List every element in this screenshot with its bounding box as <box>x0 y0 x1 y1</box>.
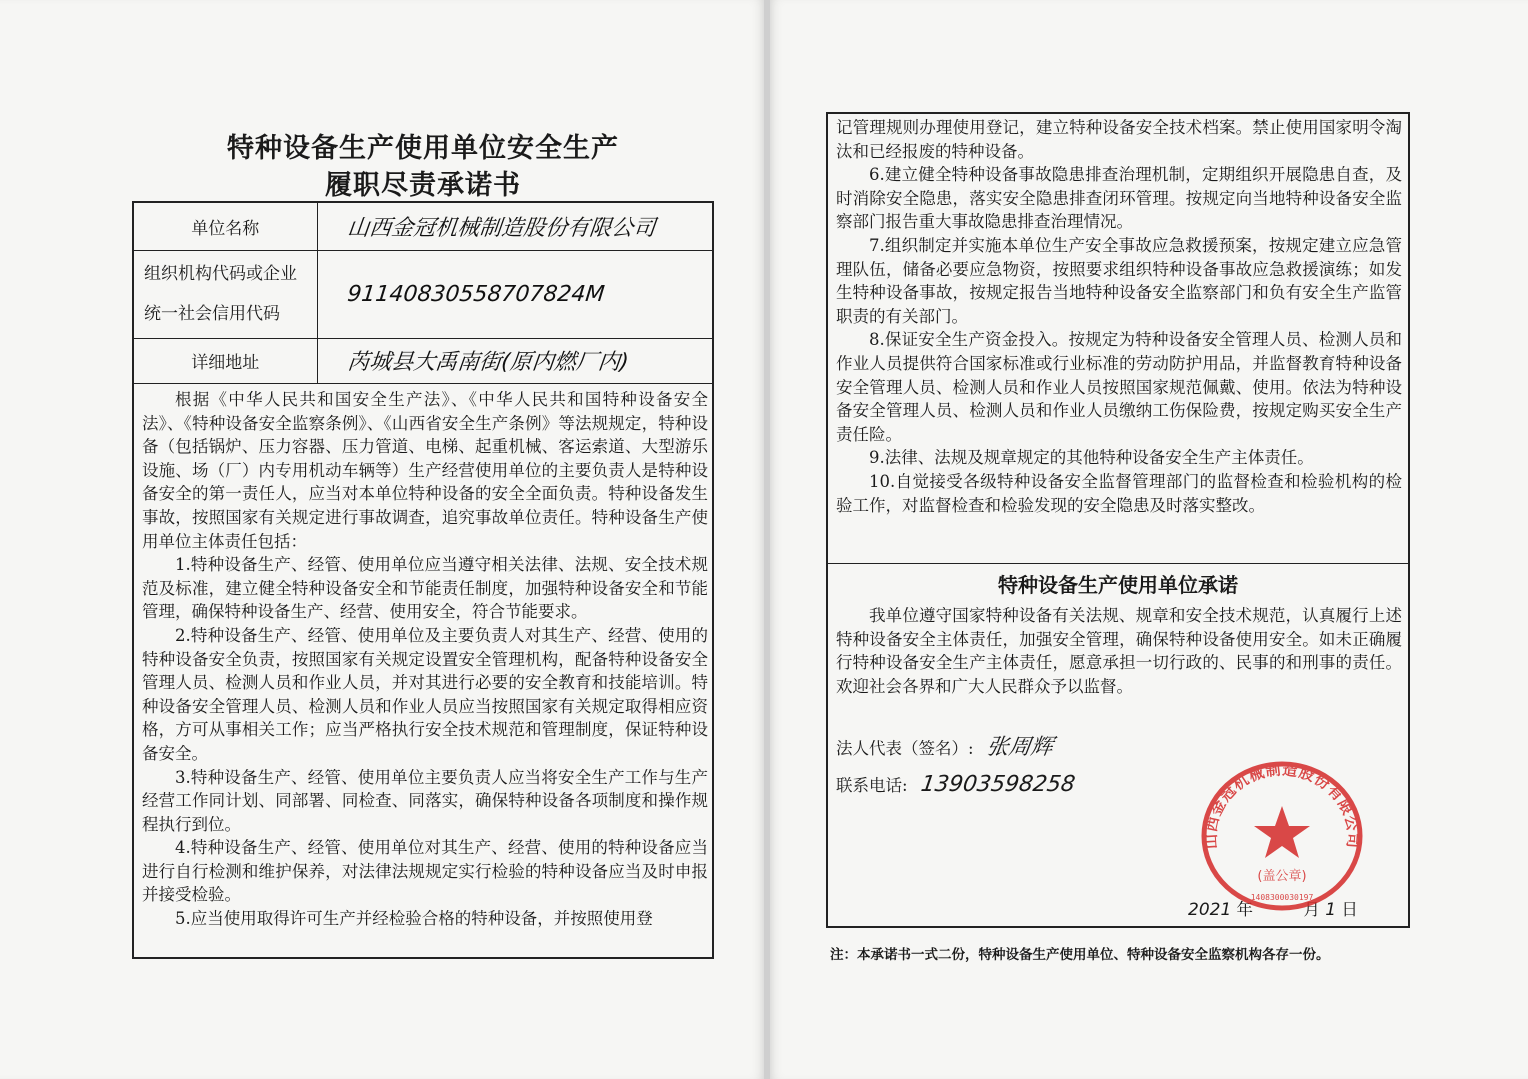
table-row <box>134 250 712 338</box>
responsibility-item-2: 2.特种设备生产、经管、使用单位及主要负责人对其生产、经营、使用的特种设备安全负责，按照国家有关规定设置安全管理机构，配备特种设备安全管理人员、检测人员和作业人员，并对其进行必要的安全教育和技能培训。特种设备安全管理人员、检测人员和作业人员应当按照国家有关规定取得相应资格，方可从事相关工作；应当严格执行安全技术规范和管理制度，保证特种设备安全。 <box>142 625 708 763</box>
pledge-title: 特种设备生产使用单位承诺 <box>998 573 1238 597</box>
table-row <box>134 203 712 250</box>
unit-name-value: 山西金冠机械制造股份有限公司 <box>315 203 715 250</box>
pledge-paragraph: 我单位遵守国家特种设备有关法规、规章和安全技术规范，认真履行上述特种设备安全主体责任，加强安全管理，确保特种设备使用安全。如未正确履行特种设备安全生产主体责任，愿意承担一切行政的、民事的和刑事的责任。欢迎社会各界和广大人民群众予以监督。 <box>836 606 1402 696</box>
phone-value: 13903598258 <box>919 772 1077 797</box>
unit-info-table <box>134 203 712 384</box>
credit-code-label-line2: 统一社会信用代码 <box>144 304 280 324</box>
responsibility-item-5-start: 5.应当使用取得许可生产并经检验合格的特种设备，并按照使用登 <box>175 909 653 929</box>
phone-label: 联系电话: <box>836 776 908 795</box>
date-month-suffix: 月 <box>1303 900 1321 919</box>
responsibility-text-right <box>836 116 1402 517</box>
address-label: 详细地址 <box>134 338 317 383</box>
responsibility-item-4: 4.特种设备生产、经管、使用单位对其生产、经营、使用的特种设备应当进行自行检测和维护保养，对法律法规规定实行检验的特种设备应当及时申报并接受检验。 <box>142 838 708 905</box>
table-row <box>134 338 712 383</box>
date-year: 2021 <box>1188 900 1232 920</box>
responsibility-item-9: 9.法律、法规及规章规定的其他特种设备安全生产主体责任。 <box>869 448 1314 468</box>
date-day-suffix: 日 <box>1341 900 1358 919</box>
legal-rep-signature: 张周辉 <box>984 735 1055 760</box>
footnote: 注：本承诺书一式二份，特种设备生产使用单位、特种设备安全监察机构各存一份。 <box>830 947 1330 963</box>
company-seal <box>1196 756 1368 916</box>
responsibility-item-7: 7.组织制定并实施本单位生产安全事故应急救援预案，按规定建立应急管理队伍，储备必要应急物资，按照要求组织特种设备事故应急救援演练；如发生特种设备事故，按规定报告当地特种设备安全监察部门和负有安全生产监管职责的有关部门。 <box>836 235 1402 326</box>
responsibility-item-3: 3.特种设备生产、经管、使用单位主要负责人应当将安全生产工作与生产经营工作同计划、同部署、同检查、同落实，确保特种设备各项制度和操作规程执行到位。 <box>142 767 708 834</box>
responsibility-item-8: 8.保证安全生产资金投入。按规定为特种设备安全管理人员、检测人员和作业人员提供符合国家标准或行业标准的劳动防护用品，并监督教育特种设备安全管理人员、检测人员和作业人员按照国家规范佩戴、使用。依法为特种设备安全管理人员、检测人员和作业人员缴纳工伤保险费，按规定购买安全生产责任险。 <box>836 330 1402 444</box>
pledge-text <box>836 604 1402 698</box>
responsibility-item-5-cont: 记管理规则办理使用登记，建立特种设备安全技术档案。禁止使用国家明令淘汰和已经报废的特种设备。 <box>836 118 1402 161</box>
responsibility-item-1: 1.特种设备生产、经管、使用单位应当遵守相关法律、法规、安全技术规范及标准，建立健全特种设备安全和节能责任制度，加强特种设备安全和节能管理，确保特种设备生产、经营、使用安全，符合节能要求。 <box>142 555 708 622</box>
credit-code-value: 91140830558707824M <box>312 250 716 338</box>
address-value: 芮城县大禹南街(原内燃厂内) <box>315 338 715 383</box>
seal-number: 1408300030197 <box>1250 893 1314 902</box>
document-title-line1: 特种设备生产使用单位安全生产 <box>227 133 619 164</box>
responsibility-section-right <box>828 114 1408 564</box>
commitment-form-left <box>132 201 714 959</box>
unit-name-label: 单位名称 <box>134 203 317 250</box>
credit-code-label-line1: 组织机构代码或企业 <box>144 264 297 284</box>
document-title-line2: 履职尽责承诺书 <box>325 170 521 201</box>
date-day: 1 <box>1325 900 1337 920</box>
responsibility-item-10: 10.自觉接受各级特种设备安全监督管理部门的监督检查和检验机构的检验工作，对监督检查和检验发现的安全隐患及时落实整改。 <box>836 471 1402 515</box>
seal-arc-text: 山西金冠机械制造股份有限公司 <box>1201 760 1363 850</box>
seal-star-icon <box>1254 806 1310 858</box>
credit-code-label <box>134 250 317 338</box>
legal-rep-row <box>836 730 1053 761</box>
date-year-suffix: 年 <box>1236 900 1254 919</box>
seal-sub-text: (盖公章) <box>1257 869 1307 884</box>
responsibility-text-left <box>142 388 708 931</box>
intro-paragraph: 根据《中华人民共和国安全生产法》、《中华人民共和国特种设备安全法》、《特种设备安全监察条例》、《山西省安全生产条例》等法规规定，特种设备（包括锅炉、压力容器、压力管道、电梯、起重机械、客运索道、大型游乐设施、场（厂）内专用机动车辆等）生产经营使用单位的主要负责人是特种设备安全的第一责任人，应当对本单位特种设备的安全全面负责。特种设备发生事故，按照国家有关规定进行事故调查，追究事故单位责任。特种设备生产使用单位主体责任包括： <box>142 390 708 551</box>
phone-row <box>836 772 1075 797</box>
legal-rep-label: 法人代表（签名）: <box>836 739 974 758</box>
responsibility-item-6: 6.建立健全特种设备事故隐患排查治理机制，定期组织开展隐患自查，及时消除安全隐患，落实安全隐患排查闭环管理。按规定向当地特种设备安全监察部门报告重大事故隐患排查治理情况。 <box>836 165 1402 232</box>
